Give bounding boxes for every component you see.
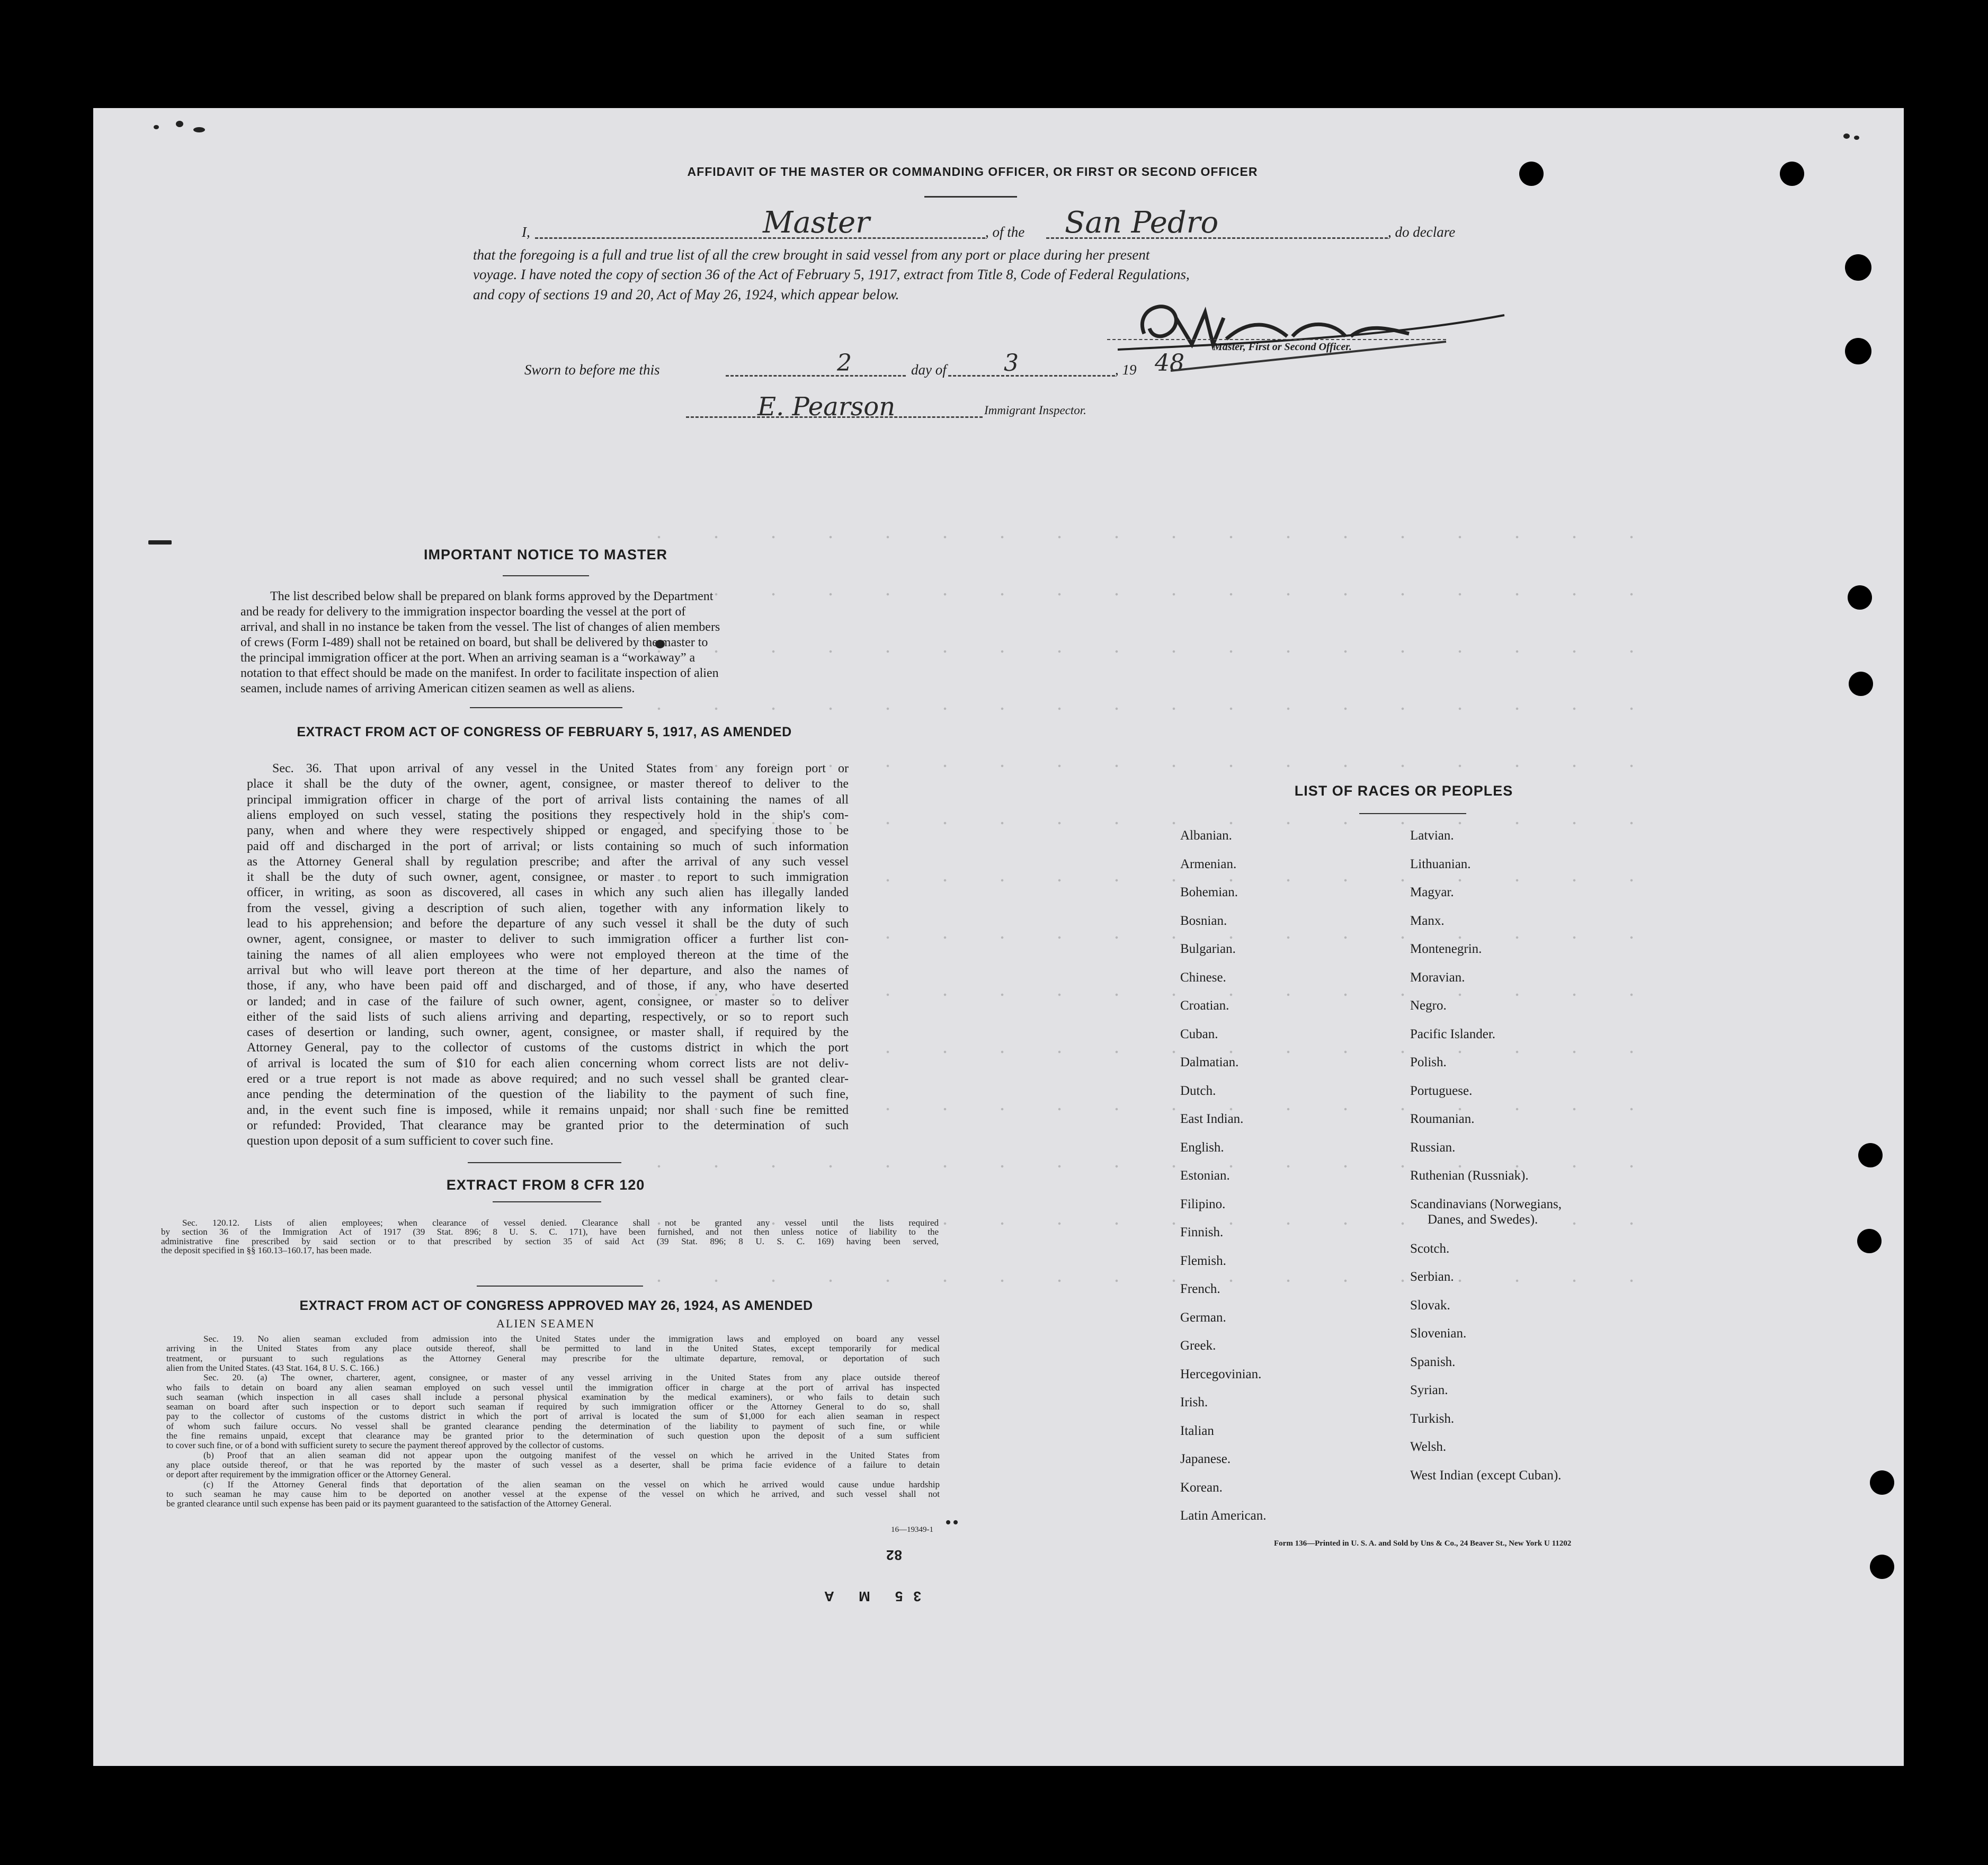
race-item: Serbian.	[1410, 1270, 1454, 1284]
cfr-title-rule	[493, 1201, 601, 1202]
section-rule	[468, 1162, 621, 1163]
race-item: Bohemian.	[1180, 885, 1238, 899]
text-line: either of the said lists of such aliens arriving and departing, respectively, or so to report such	[247, 1010, 849, 1024]
scan-speck	[1843, 133, 1850, 139]
scan-speck	[1854, 136, 1859, 140]
day-line	[726, 375, 906, 377]
race-item: Lithuanian.	[1410, 856, 1471, 871]
text-line: the deposit specified in §§ 160.13–160.17, has been made.	[161, 1245, 372, 1255]
text-line: those, if any, who have been paid off and discharged, and of those, if any, who have deserted	[247, 979, 849, 993]
race-item: Turkish.	[1410, 1411, 1455, 1426]
text-line: pany, when and where they were respectively shipped or engaged, and specifying those to be	[247, 824, 849, 838]
text-line: place it shall be the duty of the owner, agent, consignee, or master thereof to deliver to the	[247, 777, 849, 791]
text-line: question upon deposit of a sum sufficient to cover such fine.	[247, 1134, 554, 1148]
race-item: Armenian.	[1180, 856, 1237, 871]
cfr-title: EXTRACT FROM 8 CFR 120	[446, 1177, 645, 1193]
race-item: Greek.	[1180, 1338, 1216, 1353]
races-title-rule	[1359, 813, 1466, 814]
race-item: English.	[1180, 1140, 1224, 1155]
race-item: Dutch.	[1180, 1083, 1216, 1098]
stamp-number: 82	[886, 1547, 902, 1563]
race-item: Moravian.	[1410, 970, 1465, 985]
race-item: Flemish.	[1180, 1253, 1226, 1268]
race-item: Bulgarian.	[1180, 942, 1236, 956]
binding-hole	[1870, 1555, 1894, 1579]
race-item: Scandinavians (Norwegians,	[1410, 1197, 1562, 1211]
section-rule	[470, 707, 622, 708]
master-label: Master, First or Second Officer.	[1213, 341, 1352, 353]
text-line: cases of desertion or landing, such owner, agent, consignee, or master shall, if required by the	[247, 1025, 849, 1040]
race-item: Albanian.	[1180, 828, 1232, 843]
notice-line: seamen, include names of arriving American citizen seamen as well as aliens.	[240, 682, 635, 695]
stamp-letters: 35 M A	[814, 1589, 921, 1604]
race-item: Irish.	[1180, 1395, 1208, 1409]
race-item: West Indian (except Cuban).	[1410, 1468, 1562, 1483]
race-item: Syrian.	[1410, 1383, 1448, 1397]
race-item: Manx.	[1410, 913, 1445, 928]
text-line: paid off and discharged in the port of arrival; or lists containing so much of such information	[247, 839, 849, 853]
text-line: administrative fine prescribed by said section or to that prescribed by section 35 of said Act (39 Stat. 896; 8 U. S. C. 169) having been served,	[161, 1236, 939, 1246]
binding-hole	[1845, 254, 1871, 281]
affidavit-of-the: , of the	[985, 224, 1025, 240]
text-line: as the Attorney General shall by regulation prescribe; and after the arrival of any such vessel	[247, 854, 849, 869]
affidavit-line: and copy of sections 19 and 20, Act of May 26, 1924, which appear below.	[473, 287, 899, 302]
notice-line: arrival, and shall in no instance be taken from the vessel. The list of changes of alien members	[240, 620, 720, 634]
race-item: Bosnian.	[1180, 913, 1227, 928]
month-handwritten: 3	[1004, 350, 1019, 377]
binding-hole	[1858, 1143, 1883, 1167]
inspector-signature: E. Pearson	[757, 392, 896, 422]
binding-hole	[1849, 672, 1873, 696]
notice-title-rule	[503, 575, 589, 576]
sworn-label: Sworn to before me this	[524, 362, 660, 378]
binding-hole	[1780, 162, 1804, 186]
race-item: East Indian.	[1180, 1112, 1244, 1126]
year-prefix: , 19	[1115, 362, 1137, 378]
races-title: LIST OF RACES OR PEOPLES	[1294, 783, 1513, 799]
race-item: Filipino.	[1180, 1197, 1226, 1211]
binding-hole	[1857, 1229, 1882, 1253]
text-line: seaman on board after such inspection or to deport such seaman if required by such immigration officer or the Attorney General to do so, shall	[166, 1402, 940, 1412]
affidavit-i-label: I,	[522, 224, 530, 240]
text-line: alien from the United States. (43 Stat. 164, 8 U. S. C. 166.)	[166, 1362, 379, 1373]
race-item: Scotch.	[1410, 1241, 1450, 1256]
text-line: (c) If the Attorney General finds that deportation of the alien seaman on the vessel on which he arrived would cause undue hardship	[203, 1479, 940, 1489]
vessel-handwritten: San Pedro	[1065, 206, 1219, 240]
text-line: who fails to detain on board any alien seaman employed on such vessel until the immigration officer in charge at the port of arrival has inspected	[166, 1382, 940, 1393]
text-line: to such seaman he may cause him to be deported on another vessel at the expense of the vessel on which he arrived, and such vessel shall not	[166, 1488, 940, 1499]
day-of-label: day of	[911, 362, 947, 378]
race-item: Japanese.	[1180, 1452, 1231, 1466]
race-item: Spanish.	[1410, 1354, 1456, 1369]
scan-speck	[176, 121, 183, 127]
scan-speck	[154, 125, 159, 129]
text-line: pay to the collector of customs of the customs district in which the port of arrival is located the sum of $1,000 for each alien seaman in respect	[166, 1411, 940, 1422]
race-item: Italian	[1180, 1423, 1214, 1438]
text-line: from the vessel, giving a description of such alien, together with any information likely to	[247, 901, 849, 915]
text-line: of whom such failure occurs. No vessel shall be granted clearance pending the determination of the liability to payment of such fine, or while	[166, 1421, 940, 1431]
race-item: Montenegrin.	[1410, 942, 1482, 956]
notice-line: the principal immigration officer at the port. When an arriving seaman is a “workaway” a	[240, 651, 696, 665]
race-item: Cuban.	[1180, 1027, 1218, 1041]
scan-speck	[148, 540, 172, 545]
extract1924-subtitle: ALIEN SEAMEN	[496, 1317, 595, 1330]
race-item: Negro.	[1410, 998, 1447, 1013]
text-line: principal immigration officer in charge of the port of arrival lists containing the names of all	[247, 792, 849, 807]
text-line: Attorney General, pay to the collector of customs of the customs district in which the port	[247, 1041, 849, 1055]
race-item: Hercegovinian.	[1180, 1367, 1262, 1381]
inspector-label: Immigrant Inspector.	[984, 404, 1086, 417]
text-line: Sec. 20. (a) The owner, charterer, agent, consignee, or master of any vessel arriving in the United States from any place outside thereof	[203, 1372, 940, 1383]
text-line: Sec. 19. No alien seaman excluded from admission into the United States under the immigration laws and employed on board any vessel	[203, 1334, 940, 1344]
text-line: it shall be the duty of such owner, agent, consignee, or master to report to such immigration	[247, 870, 849, 885]
race-item: Pacific Islander.	[1410, 1027, 1496, 1041]
affidavit-line: that the foregoing is a full and true list of all the crew brought in said vessel from any port or place during her present	[473, 247, 1150, 263]
text-line: to cover such fine, or of a bond with sufficient surety to secure the payment thereof approved by the collector of customs.	[166, 1440, 604, 1451]
text-line: lead to his apprehension; and before the departure of any such vessel it shall be the duty of such	[247, 917, 849, 931]
affidavit-title: AFFIDAVIT OF THE MASTER OR COMMANDING OFFICER, OR FIRST OR SECOND OFFICER	[687, 165, 1258, 179]
text-line: taining the names of all alien employees who were not employed thereon at the time of the	[247, 948, 849, 962]
race-item: Slovak.	[1410, 1298, 1450, 1313]
name-handwritten: Master	[763, 206, 870, 240]
text-line: or landed; and in case of the failure of such owner, agent, consignee, or master so to deliver	[247, 994, 849, 1009]
text-line: aliens employed on such vessel, stating the positions they respectively hold in the ship's com-	[247, 808, 849, 822]
notice-line: The list described below shall be prepared on blank forms approved by the Department	[270, 590, 714, 603]
binding-hole	[1519, 162, 1544, 186]
race-item: Latvian.	[1410, 828, 1454, 843]
text-line: treatment, or pursuant to such regulations as the Attorney General may prescribe for the ultimate departure, removal, or deportation of such	[166, 1353, 940, 1363]
affidavit-line: voyage. I have noted the copy of section 36 of the Act of February 5, 1917, extract from Title 8, Code of Federal Regulations,	[473, 266, 1190, 282]
race-item: Russian.	[1410, 1140, 1456, 1155]
race-item: Latin American.	[1180, 1509, 1267, 1523]
race-item: Korean.	[1180, 1480, 1223, 1495]
race-item: Slovenian.	[1410, 1326, 1467, 1341]
text-line: (b) Proof that an alien seaman did not appear upon the outgoing manifest of the vessel on which he arrived in the United States from	[203, 1450, 940, 1460]
text-line: any place outside thereof, or that he was reported by the master of such vessel as a deserter, shall be prima facie evidence of a failure to detain	[166, 1459, 940, 1470]
race-item: Finnish.	[1180, 1225, 1224, 1239]
race-item: German.	[1180, 1310, 1226, 1325]
text-line: or refunded: Provided, That clearance may be granted prior to the determination of such	[247, 1118, 849, 1132]
affidavit-do-declare: , do declare	[1388, 224, 1456, 240]
race-item: Chinese.	[1180, 970, 1226, 985]
race-item: Magyar.	[1410, 885, 1454, 899]
printer-imprint: Form 136—Printed in U. S. A. and Sold by Uns & Co., 24 Beaver St., New York U 11202	[1274, 1539, 1572, 1548]
text-line: arrival but who will leave port thereon at the time of her departure, and also the names of	[247, 963, 849, 977]
race-item: Dalmatian.	[1180, 1055, 1239, 1069]
day-handwritten: 2	[837, 350, 852, 377]
affidavit-title-rule	[924, 196, 1017, 198]
section-rule	[477, 1286, 643, 1287]
name-line	[535, 237, 985, 239]
extract1924-title: EXTRACT FROM ACT OF CONGRESS APPROVED MAY 26, 1924, AS AMENDED	[299, 1298, 813, 1313]
text-line: such seaman (which inspection in all cases shall include a personal physical examination by the medical examiners), or who fails to detain such	[166, 1391, 940, 1402]
extract1917-title: EXTRACT FROM ACT OF CONGRESS OF FEBRUARY 5, 1917, AS AMENDED	[297, 725, 792, 739]
text-line: arriving in the United States from any place outside thereof, shall be permitted to land in the United States, except temporarily for medical	[166, 1343, 940, 1354]
race-item: Ruthenian (Russniak).	[1410, 1168, 1529, 1183]
race-item: Croatian.	[1180, 998, 1229, 1013]
scan-speck	[193, 127, 205, 132]
text-line: the fine remains unpaid, except that clearance may be granted prior to the determination of such question upon the deposit of a sum sufficient	[166, 1431, 940, 1441]
race-item: French.	[1180, 1282, 1220, 1296]
notice-title: IMPORTANT NOTICE TO MASTER	[424, 547, 667, 563]
form-code: 16—19349-1	[891, 1525, 933, 1534]
binding-hole	[1848, 585, 1872, 610]
text-line: by section 36 of the Immigration Act of 1917 (39 Stat. 896; 8 U. S. C. 171), have been furnished, and not then unless notice of liability to the	[161, 1227, 939, 1237]
race-item: Welsh.	[1410, 1440, 1447, 1454]
race-item: Portuguese.	[1410, 1083, 1473, 1098]
scan-speck	[953, 1520, 958, 1524]
notice-line: notation to that effect should be made on the manifest. In order to facilitate inspection of alien	[240, 666, 719, 680]
text-line: of arrival is located the sum of $10 for each alien concerning whom correct lists are not deliv-	[247, 1056, 849, 1070]
race-item: Danes, and Swedes).	[1428, 1212, 1538, 1227]
text-line: Sec. 36. That upon arrival of any vessel in the United States from any foreign port or	[272, 762, 849, 775]
text-line: and, in the event such fine is imposed, while it remains unpaid; nor shall such fine be remitted	[247, 1103, 849, 1117]
binding-hole	[1870, 1470, 1894, 1495]
year-handwritten: 48	[1155, 350, 1184, 377]
text-line: be granted clearance until such expense has been paid or its payment guaranteed to the satisfaction of the Attorney General.	[166, 1498, 612, 1509]
race-item: Polish.	[1410, 1055, 1447, 1069]
text-line: Sec. 120.12. Lists of alien employees; when clearance of vessel denied. Clearance shall not be granted any vessel until the lists required	[182, 1218, 939, 1228]
month-line	[948, 375, 1115, 377]
year-flourish	[1165, 339, 1451, 376]
race-item: Roumanian.	[1410, 1112, 1475, 1126]
text-line: officer, in writing, as soon as discovered, all cases in which any such alien has illegally landed	[247, 886, 849, 900]
text-line: ance pending the determination of the question of the liability to the payment of such fine,	[247, 1087, 849, 1102]
text-line: owner, agent, consignee, or master to deliver to such immigration officer a further list con-	[247, 932, 849, 947]
text-line: ered or a true report is not made as above required; and no such vessel shall be granted clear-	[247, 1072, 849, 1086]
binding-hole	[1845, 338, 1871, 364]
notice-line: of crews (Form I-489) shall not be retained on board, but shall be delivered by the master to	[240, 636, 708, 649]
scan-speck	[946, 1520, 950, 1524]
notice-line: and be ready for delivery to the immigration inspector boarding the vessel at the port of	[240, 605, 686, 619]
race-item: Estonian.	[1180, 1168, 1230, 1183]
text-line: or deport after requirement by the immigration officer or the Attorney General.	[166, 1469, 451, 1480]
